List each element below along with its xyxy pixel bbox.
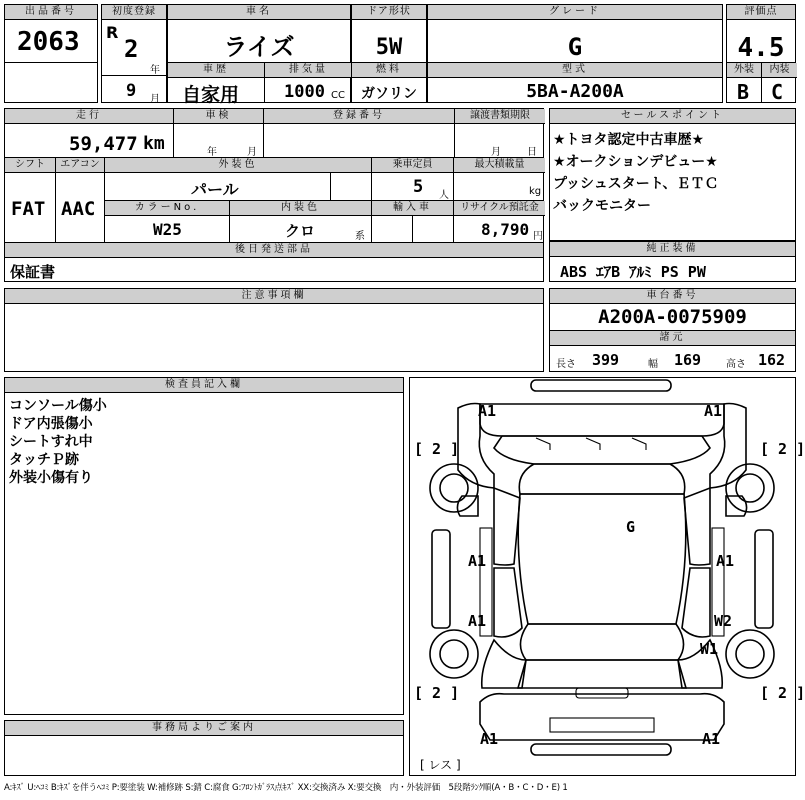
inspector-line: シートすれ中 xyxy=(9,434,93,450)
inspector-line: コンソール傷小 xyxy=(9,398,107,414)
fuel-value: ガソリン xyxy=(361,86,417,102)
inspection-month-unit: 月 xyxy=(247,147,257,158)
registration-number-label: 登録番号 xyxy=(264,109,454,124)
damage-mark: A1 xyxy=(716,552,735,570)
displacement-value: 1000 xyxy=(284,82,325,102)
score-box xyxy=(726,4,796,103)
interior-color-suffix: 系 xyxy=(355,231,365,242)
car-name-value: ライズ xyxy=(223,33,295,61)
damage-mark: A1 xyxy=(478,402,497,420)
door-type-value: 5W xyxy=(375,35,403,60)
first-registration-label: 初度登録 xyxy=(102,5,166,20)
color-number-value: W25 xyxy=(153,220,182,239)
model-value: 5BA-A200A xyxy=(526,81,624,102)
lot-number-value: 2063 xyxy=(17,27,80,57)
exterior-color-label: 外装色 xyxy=(105,158,371,173)
history-value: 自家用 xyxy=(182,84,240,106)
tire-depth-mark: [ 2 ] xyxy=(760,684,805,702)
height-label: 高さ xyxy=(726,359,746,370)
width-value: 169 xyxy=(674,351,702,369)
sales-point-line: ★オークションデビュー★ xyxy=(553,154,718,170)
registration-year: 2 xyxy=(124,35,139,63)
car-diagram xyxy=(409,377,805,776)
import-label: 輸入車 xyxy=(372,201,453,216)
chassis-number-label: 車台番号 xyxy=(550,289,795,304)
lot-number-box xyxy=(4,4,98,103)
repair-mark: W1 xyxy=(700,640,719,658)
lot-number-label: 出品番号 xyxy=(5,5,97,20)
mileage-value: 59,477 xyxy=(69,133,138,155)
interior-label: 内装 xyxy=(762,63,797,78)
max-load-label: 最大積載量 xyxy=(454,158,545,173)
equipment-box xyxy=(549,241,796,282)
inspector-line: タッチＰ跡 xyxy=(9,452,79,468)
sales-points-box xyxy=(549,108,796,241)
height-value: 162 xyxy=(758,351,786,369)
notes-box xyxy=(4,288,544,372)
sales-point-line: ★トヨタ認定中古車歴★ xyxy=(553,132,705,148)
color-number-label: カラーNo. xyxy=(105,201,229,216)
later-parts-label: 後日発送部品 xyxy=(5,243,543,258)
width-label: 幅 xyxy=(648,359,658,370)
grade-box xyxy=(427,4,723,103)
inspection-year-unit: 年 xyxy=(207,147,217,158)
month-unit: 月 xyxy=(150,94,160,105)
tire-depth-mark: [ 2 ] xyxy=(414,440,460,458)
mileage-label: 走行 xyxy=(5,109,173,124)
model-label: 型式 xyxy=(428,63,722,78)
equipment-value: ABS ｴｱB ｱﾙﾐ PS PW xyxy=(560,263,706,281)
later-parts-value: 保証書 xyxy=(10,263,56,281)
damage-mark: A1 xyxy=(480,730,499,748)
sales-point-line: バックモニター xyxy=(553,198,651,214)
tire-depth-mark: [ 2 ] xyxy=(414,684,460,702)
displacement-label: 排気量 xyxy=(265,63,352,78)
repair-mark: W2 xyxy=(714,612,733,630)
interior-color-value: クロ xyxy=(285,222,316,240)
chassis-number-value: A200A-0075909 xyxy=(598,306,747,328)
era-mark: R xyxy=(106,23,119,42)
shift-label: シフト xyxy=(5,158,55,173)
fuel-label: 燃料 xyxy=(352,63,426,78)
chassis-box xyxy=(549,288,796,372)
door-type-label: ドア形状 xyxy=(352,5,426,20)
length-value: 399 xyxy=(592,351,620,369)
transfer-day-unit: 日 xyxy=(527,147,537,158)
grade-value: G xyxy=(567,33,583,61)
glass-mark: G xyxy=(626,518,636,536)
specs-label: 諸元 xyxy=(550,331,795,346)
length-label: 長さ xyxy=(556,359,576,370)
tire-depth-mark: [ 2 ] xyxy=(760,440,805,458)
exterior-grade: B xyxy=(737,80,750,104)
vehicle-details-box xyxy=(4,108,544,282)
inspector-box xyxy=(4,377,404,715)
spare-tire-mark: [ レス ] xyxy=(420,758,461,772)
aircon-value: AAC xyxy=(61,198,96,220)
transfer-month-unit: 月 xyxy=(491,147,501,158)
interior-grade: C xyxy=(771,80,784,104)
recycle-deposit-unit: 円 xyxy=(533,231,543,242)
inspector-label: 検査員記入欄 xyxy=(5,378,403,393)
score-label: 評価点 xyxy=(727,5,795,20)
year-unit: 年 xyxy=(150,65,160,76)
sales-points-label: セールスポイント xyxy=(550,109,795,124)
inspector-line: 外装小傷有り xyxy=(9,470,93,486)
capacity-value: 5 xyxy=(413,177,424,197)
car-name-label: 車名 xyxy=(168,5,350,20)
damage-mark: A1 xyxy=(468,552,487,570)
notes-label: 注意事項欄 xyxy=(5,289,543,304)
capacity-label: 乗車定員 xyxy=(372,158,453,173)
interior-color-label: 内装色 xyxy=(230,201,371,216)
first-registration-box xyxy=(101,4,167,103)
aircon-label: エアコン xyxy=(56,158,104,173)
exterior-color-value: パール xyxy=(191,180,239,199)
car-outline xyxy=(410,378,795,775)
exterior-label: 外装 xyxy=(727,63,761,78)
sales-point-line: プッシュスタート、ＥＴＣ xyxy=(553,176,719,192)
car-name-box xyxy=(167,4,351,106)
max-load-unit: kg xyxy=(529,186,542,197)
office-box xyxy=(4,720,404,776)
door-type-box xyxy=(351,4,427,103)
damage-mark: A1 xyxy=(704,402,723,420)
history-label: 車歴 xyxy=(168,63,264,78)
registration-month: 9 xyxy=(126,81,137,101)
capacity-unit: 人 xyxy=(439,190,449,201)
score-value: 4.5 xyxy=(737,33,785,63)
office-label: 事務局よりご案内 xyxy=(5,721,403,736)
shift-value: FAT xyxy=(11,198,46,220)
grade-label: グレード xyxy=(428,5,722,20)
legend-text: A:ｷｽﾞ U:ﾍｺﾐ B:ｷｽﾞを伴うﾍｺﾐ P:要塗装 W:補修跡 S:錆 C:腐食 G:ﾌﾛﾝﾄｶﾞﾗｽ点ｷｽﾞ XX:交換済み X:要交換 内・外装評価 5段階ﾗﾝｸ順(A・B・C・D・E) 1 xyxy=(4,783,568,793)
damage-mark: A1 xyxy=(702,730,721,748)
equipment-label: 純正装備 xyxy=(550,242,795,257)
recycle-deposit-value: 8,790 xyxy=(481,220,530,239)
inspector-line: ドア内張傷小 xyxy=(9,416,93,432)
displacement-unit: CC xyxy=(331,90,345,101)
recycle-deposit-label: リサイクル預託金 xyxy=(454,201,545,216)
inspection-label: 車検 xyxy=(174,109,263,124)
damage-mark: A1 xyxy=(468,612,487,630)
transfer-deadline-label: 譲渡書類期限 xyxy=(455,109,545,124)
mileage-unit: km xyxy=(143,133,165,154)
